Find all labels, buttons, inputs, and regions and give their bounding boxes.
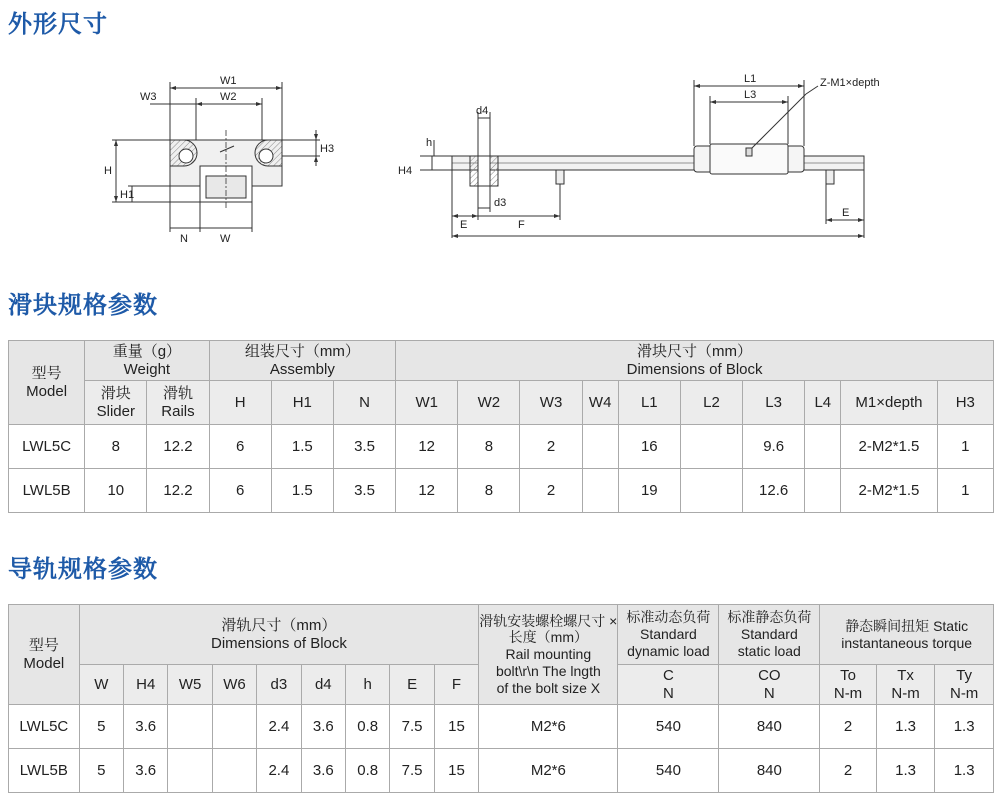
sub-header-m1-depth: M1×depth (841, 381, 937, 425)
cell: 840 (719, 749, 820, 793)
static-load-header: 标准静态负荷 Standard static load (719, 605, 820, 665)
cell: M2*6 (479, 705, 618, 749)
side-view (420, 80, 864, 238)
label-h4: H4 (398, 165, 413, 177)
cell: 8 (458, 425, 520, 469)
cell (582, 425, 618, 469)
cell: 19 (618, 469, 680, 513)
cell: 3.6 (124, 705, 168, 749)
cell: 15 (434, 749, 478, 793)
label-h3: H3 (320, 143, 335, 155)
label-h1: H1 (120, 189, 135, 201)
block-header-row-2 (9, 381, 994, 425)
table-row (9, 425, 994, 469)
sub-header-rails: 滑轨 Rails (147, 381, 209, 425)
cell: 1.3 (935, 705, 994, 749)
mount-hole-shape (478, 156, 490, 186)
cell (168, 749, 212, 793)
ball-right-shape (259, 149, 273, 163)
dimension-drawings (0, 60, 1000, 260)
ball-left-shape (179, 149, 193, 163)
cell: 1.5 (271, 425, 333, 469)
sub-header-h4: H4 (124, 665, 168, 705)
label-w: W (220, 233, 231, 245)
label-l1: L1 (744, 73, 757, 85)
cell (212, 705, 256, 749)
cell: 0.8 (345, 749, 389, 793)
cell: 3.6 (301, 749, 345, 793)
label-l3: L3 (744, 89, 757, 101)
cell: 1 (937, 469, 993, 513)
cross-section-view (112, 82, 320, 232)
label-f: F (518, 219, 525, 231)
sub-header-h3: H3 (937, 381, 993, 425)
rail-spec-table (8, 604, 994, 793)
label-n: N (180, 233, 188, 245)
sub-header-w6: W6 (212, 665, 256, 705)
rail-header-row-1 (9, 605, 994, 665)
cell: 8 (458, 469, 520, 513)
cell: 7.5 (390, 705, 434, 749)
dynamic-load-header: 标准动态负荷 Standard dynamic load (618, 605, 719, 665)
cell: 2.4 (257, 705, 301, 749)
cell: 3.6 (301, 705, 345, 749)
label-w2: W2 (220, 91, 237, 103)
label-e-left: E (460, 219, 468, 231)
sub-header-slider: 滑块 Slider (85, 381, 147, 425)
cell: 16 (618, 425, 680, 469)
label-w1: W1 (220, 75, 237, 87)
sub-header-tx: Tx N-m (876, 665, 935, 705)
cell: 10 (85, 469, 147, 513)
sub-header-d3: d3 (257, 665, 301, 705)
sub-header-h: H (209, 381, 271, 425)
sub-header-h-small: h (345, 665, 389, 705)
sub-header-e: E (390, 665, 434, 705)
bolt-a-shape (556, 170, 564, 184)
cell: 0.8 (345, 705, 389, 749)
label-d3: d3 (494, 197, 507, 209)
cell: 3.5 (333, 425, 395, 469)
cell: 12.2 (147, 425, 209, 469)
cell: 2.4 (257, 749, 301, 793)
cell: LWL5B (9, 469, 85, 513)
cell: 12.6 (743, 469, 805, 513)
bolt-size-header: 滑轨安装螺栓螺尺寸 × 长度（mm） Rail mounting bolt\r\n The lngth of the bolt size X (479, 605, 618, 705)
cell: 1 (937, 425, 993, 469)
cell (582, 469, 618, 513)
cell: 3.6 (124, 749, 168, 793)
block-model-header: 型号 Model (9, 341, 85, 425)
cell: 1.3 (935, 749, 994, 793)
cell: 6 (209, 469, 271, 513)
label-zm1: Z-M1×depth (820, 77, 880, 89)
cell: 2 (520, 469, 582, 513)
sub-header-h1: H1 (271, 381, 333, 425)
cell: 8 (85, 425, 147, 469)
sub-header-d4: d4 (301, 665, 345, 705)
table-row (9, 705, 994, 749)
cell: 6 (209, 425, 271, 469)
cell: 5 (79, 749, 123, 793)
weight-header: 重量（g） Weight (85, 341, 209, 381)
sub-header-l2: L2 (680, 381, 742, 425)
sub-header-w: W (79, 665, 123, 705)
label-d4: d4 (476, 105, 489, 117)
sub-header-co: CO N (719, 665, 820, 705)
label-h: H (104, 165, 112, 177)
cell (168, 705, 212, 749)
rail-model-header: 型号 Model (9, 605, 80, 705)
sub-header-l1: L1 (618, 381, 680, 425)
sub-header-w1: W1 (396, 381, 458, 425)
dimensions-title: 外形尺寸 (8, 10, 108, 38)
rail-dims-header: 滑轨尺寸（mm） Dimensions of Block (79, 605, 479, 665)
sub-header-c: C N (618, 665, 719, 705)
cell: 2 (820, 705, 877, 749)
cell: 12.2 (147, 469, 209, 513)
sub-header-f: F (434, 665, 478, 705)
rail-params-title: 导轨规格参数 (8, 555, 158, 583)
block-params-title: 滑块规格参数 (8, 291, 158, 319)
cell: 540 (618, 705, 719, 749)
sub-header-l4: L4 (805, 381, 841, 425)
cell (805, 469, 841, 513)
cell (680, 425, 742, 469)
label-w3: W3 (140, 91, 157, 103)
cell: 1.3 (876, 705, 935, 749)
cell: 2-M2*1.5 (841, 425, 937, 469)
bolt-b-shape (826, 170, 834, 184)
label-e-right: E (842, 207, 850, 219)
cell: 12 (396, 425, 458, 469)
cell: 840 (719, 705, 820, 749)
sub-header-ty: Ty N-m (935, 665, 994, 705)
cell: LWL5C (9, 425, 85, 469)
sub-header-w3: W3 (520, 381, 582, 425)
cell: 15 (434, 705, 478, 749)
cell: 1.5 (271, 469, 333, 513)
sub-header-n: N (333, 381, 395, 425)
cell: LWL5B (9, 749, 80, 793)
cell: 7.5 (390, 749, 434, 793)
sub-header-w2: W2 (458, 381, 520, 425)
cell: M2*6 (479, 749, 618, 793)
block-header-row-1 (9, 341, 994, 381)
table-row (9, 469, 994, 513)
block-spec-table (8, 340, 994, 513)
cell: 2 (820, 749, 877, 793)
cell (212, 749, 256, 793)
cell: 540 (618, 749, 719, 793)
cell: 5 (79, 705, 123, 749)
cell: 2 (520, 425, 582, 469)
cell (680, 469, 742, 513)
cell (805, 425, 841, 469)
block-dims-header: 滑块尺寸（mm） Dimensions of Block (396, 341, 994, 381)
cell: LWL5C (9, 705, 80, 749)
cell: 1.3 (876, 749, 935, 793)
cell: 12 (396, 469, 458, 513)
table-row (9, 749, 994, 793)
cell: 9.6 (743, 425, 805, 469)
cell: 2-M2*1.5 (841, 469, 937, 513)
assembly-header: 组装尺寸（mm） Assembly (209, 341, 396, 381)
torque-header: 静态瞬间扭矩 Static instantaneous torque (820, 605, 994, 665)
sub-header-w4: W4 (582, 381, 618, 425)
sub-header-l3: L3 (743, 381, 805, 425)
cell: 3.5 (333, 469, 395, 513)
label-h-side: h (426, 137, 433, 149)
sub-header-to: To N-m (820, 665, 877, 705)
screw-hole-shape (746, 148, 752, 156)
sub-header-w5: W5 (168, 665, 212, 705)
